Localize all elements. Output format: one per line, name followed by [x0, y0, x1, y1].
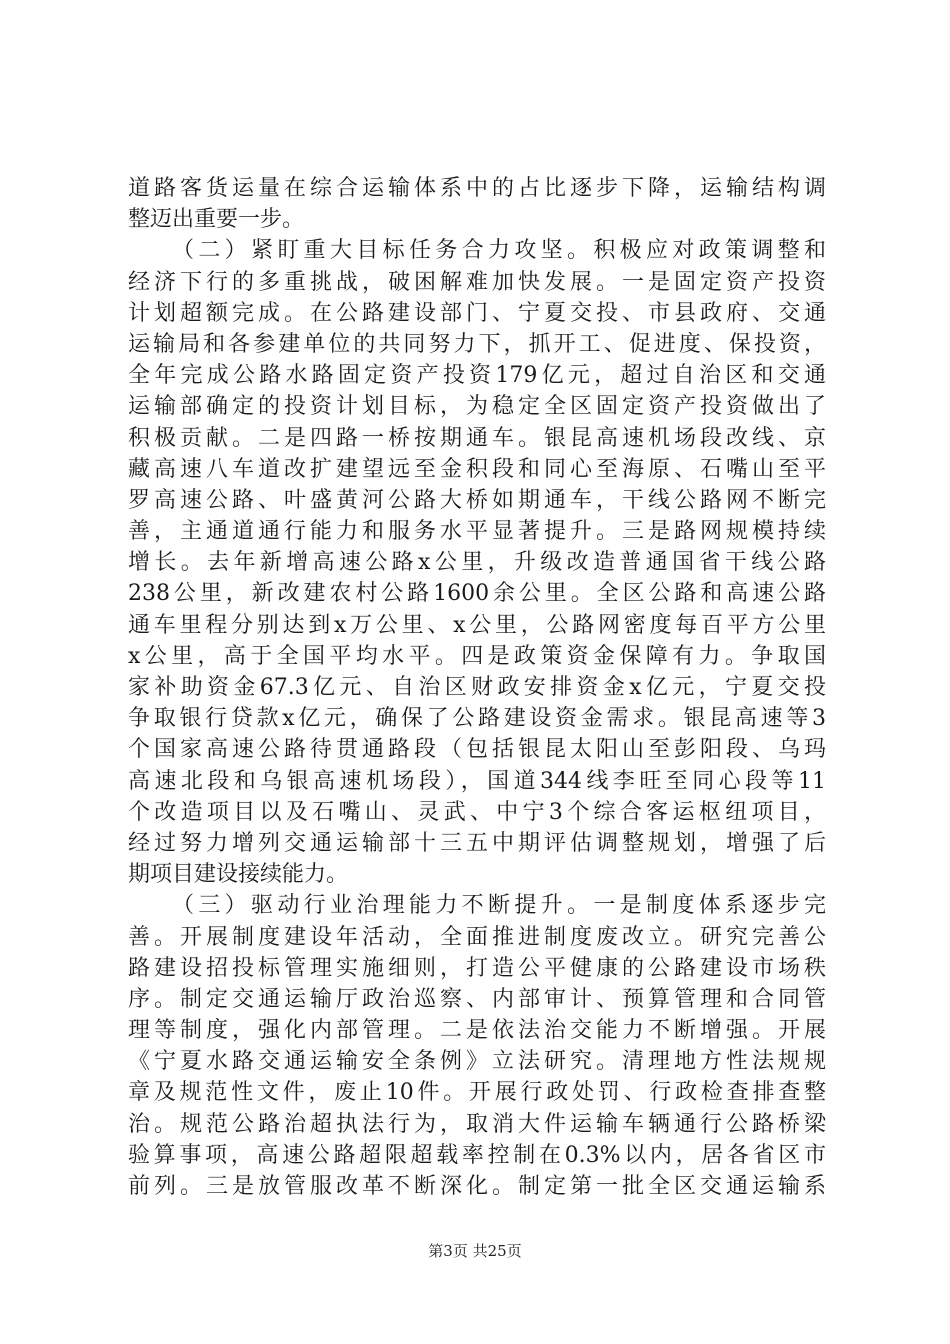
text-line: 藏高速八车道改扩建望远至金积段和同心至海原、石嘴山至平	[128, 456, 826, 482]
text-line: 期项目建设接续能力。	[128, 862, 349, 888]
text-line: 路建设招投标管理实施细则，打造公平健康的公路建设市场秩	[128, 955, 826, 981]
text-line: 个国家高速公路待贯通路段（包括银昆太阳山至彭阳段、乌玛	[128, 737, 826, 763]
text-line: 善，主通道通行能力和服务水平显著提升。三是路网规模持续	[128, 519, 826, 545]
body-text	[128, 173, 826, 1202]
text-line: 章及规范性文件，废止10件。开展行政处罚、行政检查排查整	[128, 1080, 826, 1106]
section-heading-line: （三）驱动行业治理能力不断提升。一是制度体系逐步完	[172, 893, 826, 919]
text-line: x公里，高于全国平均水平。四是政策资金保障有力。争取国	[128, 643, 826, 669]
text-line: 道路客货运量在综合运输体系中的占比逐步下降，运输结构调	[128, 176, 826, 201]
text-line: 增长。去年新增高速公路x公里，升级改造普通国省干线公路	[128, 550, 826, 576]
section-heading-line: （二）紧盯重大目标任务合力攻坚。积极应对政策调整和	[172, 238, 826, 264]
text-line: 高速北段和乌银高速机场段），国道344线李旺至同心段等11	[128, 768, 826, 794]
text-line: 通车里程分别达到x万公里、x公里，公路网密度每百平方公里	[128, 612, 826, 638]
page-footer: 第3页 共25页	[428, 1242, 522, 1260]
text-line: 序。制定交通运输厅政治巡察、内部审计、预算管理和合同管	[128, 986, 826, 1012]
text-line: 计划超额完成。在公路建设部门、宁夏交投、市县政府、交通	[128, 300, 826, 326]
text-line: 238公里，新改建农村公路1600余公里。全区公路和高速公路	[128, 581, 826, 607]
text-line: 罗高速公路、叶盛黄河公路大桥如期通车，干线公路网不断完	[128, 487, 826, 513]
text-line: 个改造项目以及石嘴山、灵武、中宁3个综合客运枢纽项目，	[128, 799, 826, 825]
text-line: 治。规范公路治超执法行为，取消大件运输车辆通行公路桥梁	[128, 1111, 826, 1137]
text-line: 整迈出重要一步。	[128, 207, 305, 233]
text-line: 家补助资金67.3亿元、自治区财政安排资金x亿元，宁夏交投	[128, 675, 826, 700]
text-line: 争取银行贷款x亿元，确保了公路建设资金需求。银昆高速等3	[128, 706, 826, 732]
text-line: 善。开展制度建设年活动，全面推进制度废改立。研究完善公	[128, 924, 826, 950]
text-line: 积极贡献。二是四路一桥按期通车。银昆高速机场段改线、京	[128, 425, 826, 451]
text-line: 《宁夏水路交通运输安全条例》立法研究。清理地方性法规规	[128, 1049, 826, 1075]
text-line: 前列。三是放管服改革不断深化。制定第一批全区交通运输系	[128, 1174, 826, 1199]
text-line: 运输局和各参建单位的共同努力下，抓开工、促进度、保投资，	[128, 331, 826, 357]
text-line: 验算事项，高速公路超限超载率控制在0.3%以内，居各省区市	[128, 1142, 826, 1168]
text-line: 经过努力增列交通运输部十三五中期评估调整规划，增强了后	[128, 830, 826, 856]
text-line: 全年完成公路水路固定资产投资179亿元，超过自治区和交通	[128, 363, 826, 389]
text-line: 经济下行的多重挑战，破困解难加快发展。一是固定资产投资	[128, 269, 826, 295]
text-line: 理等制度，强化内部管理。二是依法治交能力不断增强。开展	[128, 1018, 826, 1044]
text-line: 运输部确定的投资计划目标，为稳定全区固定资产投资做出了	[128, 394, 826, 420]
